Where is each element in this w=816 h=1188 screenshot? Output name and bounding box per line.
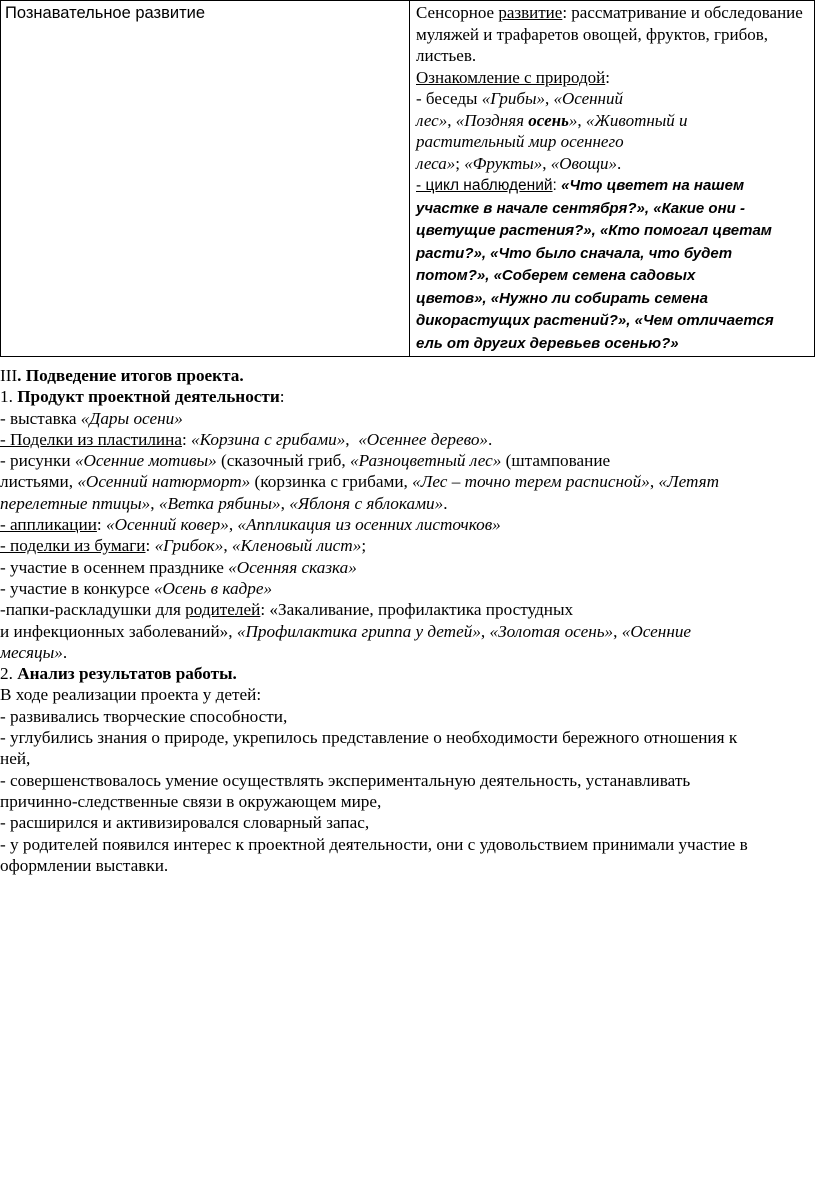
p1-title: Продукт проектной деятельности (17, 387, 280, 407)
sensory-paragraph (416, 2, 806, 67)
list-item (0, 557, 815, 578)
cycle-line: дикорастущих растений?», «Чем отличается (416, 312, 774, 329)
talk-6: «Овощи» (550, 153, 618, 173)
sensory-text: : рассматривание и обследование муляжей и трафаретов овощей, фруктов, грибов, листьев. (416, 3, 803, 65)
sep: , (447, 110, 456, 130)
section-heading (0, 365, 815, 386)
activities-table (0, 0, 815, 357)
end: . (443, 493, 448, 513)
sep: , (223, 536, 232, 556)
nature-colon: : (605, 67, 610, 87)
talk-2a: «Осенний (553, 89, 623, 108)
area-cell (1, 1, 410, 357)
area-label: Познавательное развитие (5, 4, 206, 22)
item-text: -папки-раскладушки для (0, 600, 186, 620)
cycle-line: участке в начале сентября?», «Какие они - (416, 199, 745, 217)
sensory-word: развитие (498, 3, 563, 22)
item-title: «Осень в кадре» (153, 578, 273, 598)
list-item (0, 578, 815, 599)
talk-4a: «Животный и (585, 110, 688, 130)
item-title: «Яблоня с яблоками» (289, 493, 444, 513)
list-item (0, 535, 815, 556)
table-row (1, 1, 815, 357)
product-heading (0, 386, 815, 407)
item-title: перелетные птицы» (0, 493, 151, 513)
result-line: - развивались творческие способности, (0, 706, 288, 726)
item-audience: родителей (185, 600, 261, 620)
item-text: - участие в конкурсе (0, 578, 154, 598)
cycle-line: потом?», «Соберем семена садовых (416, 267, 696, 284)
item-title: «Летят (658, 472, 720, 492)
sep: , (480, 621, 490, 641)
talk-3c: » (568, 110, 578, 130)
item-text: и инфекционных заболеваний», (0, 621, 237, 641)
cycle-line: цветов», «Нужно ли собирать семена (416, 289, 708, 307)
result-line: - у родителей появился интерес к проектной деятельности, они с удовольствием принимали участие в (0, 834, 748, 854)
sep: , (613, 621, 622, 641)
talk-5: «Фрукты» (464, 153, 543, 173)
talks-prefix: - беседы (416, 89, 482, 108)
cycle-colon: : (552, 177, 562, 194)
analysis-heading (0, 663, 815, 684)
item-title: «Ветка рябины» (158, 493, 281, 513)
sep: , (649, 472, 659, 492)
item-title: «Золотая осень» (489, 621, 614, 641)
item-category: - Поделки из пластилина (0, 429, 182, 449)
list-item (0, 450, 815, 514)
item-text: (сказочный гриб, (216, 451, 351, 471)
sep: , (150, 493, 159, 513)
item-title: «Осенние (621, 621, 692, 641)
talk-3b: осень (528, 110, 569, 130)
list-item (0, 429, 815, 450)
item-title: «Осенний ковер» (105, 515, 229, 535)
sep: , (345, 429, 359, 449)
sep: , (544, 89, 554, 108)
activities-cell (410, 1, 815, 357)
item-title: «Профилактика гриппа у детей» (236, 621, 481, 641)
section-title: . Подведение итогов проекта. (17, 366, 244, 385)
list-item (0, 514, 815, 535)
item-title: «Корзина с грибами» (191, 429, 346, 449)
item-text: (штампование (501, 451, 611, 471)
colon: : (96, 515, 106, 535)
end: ; (361, 536, 367, 556)
item-title: «Лес – точно терем расписной» (412, 472, 650, 492)
cycle-line: ель от других деревьев осенью?» (416, 334, 679, 352)
sensory-prefix: Сенсорное (416, 3, 499, 22)
item-title: «Осеннее дерево» (358, 429, 489, 449)
end: . (617, 153, 622, 173)
colon: : (279, 387, 285, 407)
nature-heading (416, 67, 806, 89)
talks-paragraph (416, 88, 806, 174)
result-line: причинно-следственные связи в окружающем мире, (0, 791, 382, 811)
result-line: оформлении выставки. (0, 855, 169, 875)
project-summary (0, 365, 815, 876)
nature-label: Ознакомление с природой (416, 67, 606, 87)
item-title: «Разноцветный лес» (350, 451, 502, 471)
list-item (0, 599, 815, 663)
list-item (0, 408, 815, 429)
p2-number: 2. (0, 664, 18, 684)
item-title: «Аппликация из осенних листочков» (237, 515, 501, 535)
result-line: - совершенствовалось умение осуществлять экспериментальную деятельность, устанавливать (0, 770, 691, 790)
talk-1: «Грибы» (481, 89, 545, 108)
item-text: - выставка (0, 408, 81, 428)
end: . (62, 642, 68, 662)
item-text: (корзинка с грибами, (250, 472, 413, 492)
colon: : (145, 536, 155, 556)
colon: : (181, 429, 192, 449)
cycle-paragraph (416, 174, 806, 356)
item-text: - участие в осеннем празднике (0, 557, 229, 577)
item-title: месяцы» (0, 642, 63, 662)
cycle-line: расти?», «Что было сначала, что будет (416, 244, 733, 262)
section-numeral: III (0, 366, 18, 385)
talk-3a: «Поздняя (455, 110, 529, 130)
cycle-line: «Что цветет на нашем (561, 177, 745, 194)
item-title: «Осенняя сказка» (228, 557, 357, 577)
sep: ; (455, 153, 465, 173)
end: . (488, 429, 493, 449)
sep: , (228, 515, 238, 535)
p2-title: Анализ результатов работы. (17, 664, 237, 684)
sep: , (542, 153, 551, 173)
results-intro: В ходе реализации проекта у детей: (0, 685, 262, 705)
item-title: «Осенние мотивы» (74, 451, 217, 471)
item-category: - поделки из бумаги (0, 536, 146, 556)
item-category: - аппликации (0, 515, 97, 535)
result-line: - углубились знания о природе, укрепилось представление о необходимости бережного отношения к (0, 728, 738, 748)
talk-2b: лес» (416, 110, 448, 130)
item-text: листьями, (0, 472, 78, 492)
talk-4b: растительный мир осеннего (416, 132, 624, 151)
item-text: : «Закаливание, профилактика простудных (260, 600, 574, 620)
item-title: «Кленовый лист» (231, 536, 362, 556)
result-line: - расширился и активизировался словарный запас, (0, 813, 370, 833)
result-line: ней, (0, 749, 31, 769)
item-title: «Осенний натюрморт» (77, 472, 251, 492)
cycle-line: цветущие растения?», «Кто помогал цветам (416, 222, 772, 239)
item-text: - рисунки (0, 451, 75, 471)
p1-number: 1. (0, 387, 18, 407)
talk-4c: леса» (416, 153, 456, 173)
item-title: «Дары осени» (80, 408, 183, 428)
sep: , (577, 110, 586, 130)
item-title: «Грибок» (154, 536, 224, 556)
cycle-label: - цикл наблюдений (416, 177, 553, 194)
sep: , (280, 493, 290, 513)
